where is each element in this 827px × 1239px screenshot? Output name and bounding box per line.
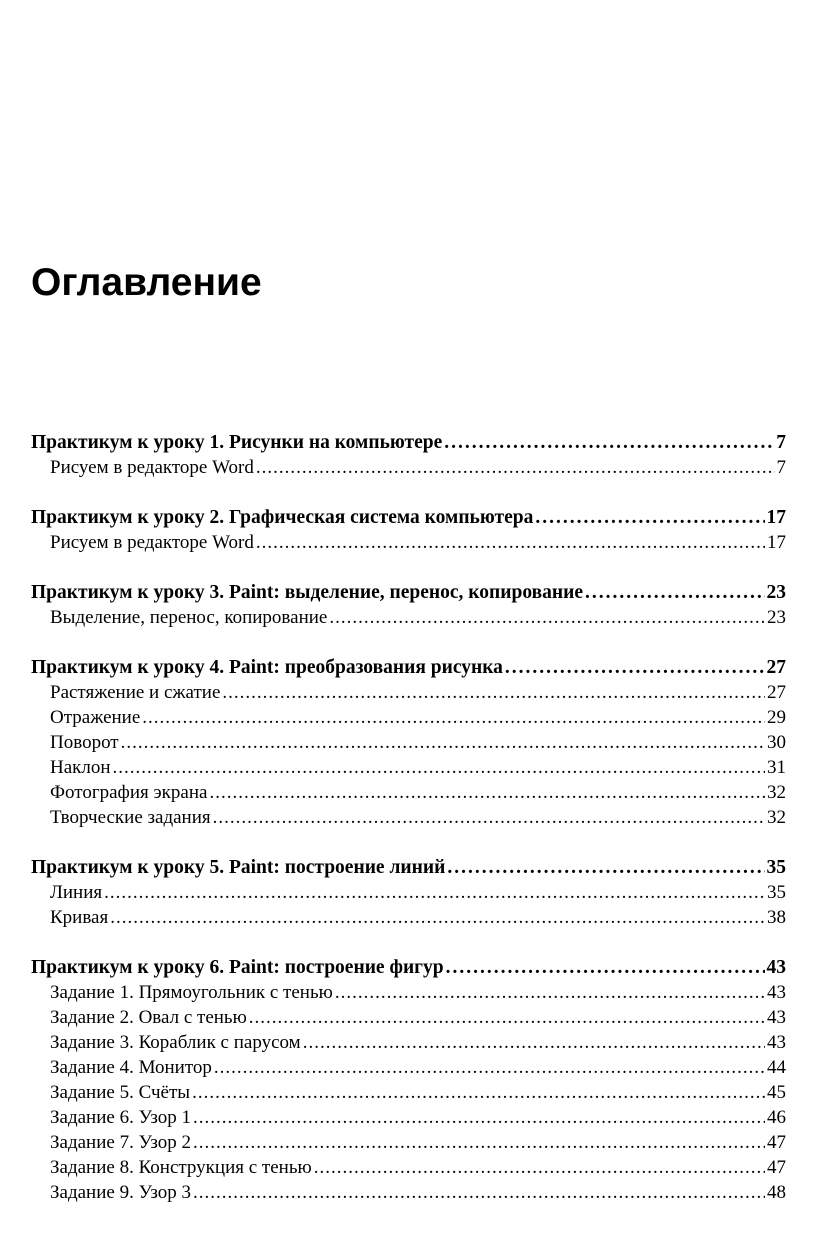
toc-subentry[interactable] xyxy=(31,805,786,830)
dot-leader xyxy=(535,505,764,530)
toc-chapter-title: Практикум к уроку 5. Paint: построение линий xyxy=(31,857,446,878)
toc-subentry-title: Задание 4. Монитор xyxy=(50,1057,212,1078)
toc-page-number: 29 xyxy=(767,707,786,728)
toc-subentry-title: Растяжение и сжатие xyxy=(50,682,221,703)
toc-page-number: 44 xyxy=(767,1057,786,1078)
dot-leader xyxy=(329,605,765,630)
toc-page-number: 43 xyxy=(767,1032,786,1053)
toc-chapter-entry[interactable] xyxy=(31,955,786,980)
toc-page-number: 17 xyxy=(766,507,786,528)
toc-subentry[interactable] xyxy=(31,605,786,630)
toc-page-number: 45 xyxy=(767,1082,786,1103)
toc-page-number: 43 xyxy=(767,1007,786,1028)
toc-subentry-title: Фотография экрана xyxy=(50,782,208,803)
toc-chapter-title: Практикум к уроку 2. Графическая система компьютера xyxy=(31,507,534,528)
toc-subentry-title: Рисуем в редакторе Word xyxy=(50,532,254,553)
dot-leader xyxy=(585,580,765,605)
toc-chapter-title: Практикум к уроку 4. Paint: преобразования рисунка xyxy=(31,657,503,678)
toc-page-number: 7 xyxy=(776,432,786,453)
toc-subentry[interactable] xyxy=(31,1080,786,1105)
toc-page-number: 43 xyxy=(767,982,786,1003)
toc-subentry-title: Выделение, перенос, копирование xyxy=(50,607,328,628)
toc-page-number: 23 xyxy=(767,607,786,628)
dot-leader xyxy=(446,955,765,980)
dot-leader xyxy=(256,530,765,555)
page-title: Оглавление xyxy=(31,261,262,304)
table-of-contents xyxy=(31,430,786,1230)
toc-subentry-title: Задание 3. Кораблик с парусом xyxy=(50,1032,301,1053)
toc-section xyxy=(31,955,786,1205)
toc-chapter-entry[interactable] xyxy=(31,855,786,880)
toc-page-number: 48 xyxy=(767,1182,786,1203)
toc-section xyxy=(31,655,786,830)
toc-subentry[interactable] xyxy=(31,730,786,755)
toc-chapter-entry[interactable] xyxy=(31,580,786,605)
toc-subentry-title: Отражение xyxy=(50,707,141,728)
dot-leader xyxy=(193,1130,765,1155)
toc-subentry[interactable] xyxy=(31,530,786,555)
dot-leader xyxy=(192,1080,765,1105)
toc-chapter-title: Практикум к уроку 1. Рисунки на компьютере xyxy=(31,432,443,453)
toc-page-number: 31 xyxy=(767,757,786,778)
toc-subentry[interactable] xyxy=(31,1180,786,1205)
dot-leader xyxy=(214,1055,765,1080)
dot-leader xyxy=(256,455,775,480)
toc-subentry-title: Задание 8. Конструкция с тенью xyxy=(50,1157,312,1178)
toc-subentry-title: Задание 5. Счёты xyxy=(50,1082,191,1103)
toc-subentry[interactable] xyxy=(31,1155,786,1180)
dot-leader xyxy=(303,1030,765,1055)
toc-section xyxy=(31,505,786,555)
toc-subentry[interactable] xyxy=(31,455,786,480)
toc-page-number: 27 xyxy=(766,657,786,678)
toc-subentry-title: Задание 7. Узор 2 xyxy=(50,1132,191,1153)
dot-leader xyxy=(249,1005,765,1030)
toc-subentry[interactable] xyxy=(31,680,786,705)
toc-subentry-title: Линия xyxy=(50,882,103,903)
dot-leader xyxy=(104,880,765,905)
dot-leader xyxy=(447,855,764,880)
toc-subentry-title: Задание 6. Узор 1 xyxy=(50,1107,191,1128)
toc-subentry-title: Творческие задания xyxy=(50,807,211,828)
toc-chapter-title: Практикум к уроку 6. Paint: построение фигур xyxy=(31,957,444,978)
toc-subentry-title: Рисуем в редакторе Word xyxy=(50,457,254,478)
toc-subentry[interactable] xyxy=(31,1005,786,1030)
dot-leader xyxy=(142,705,765,730)
toc-chapter-title: Практикум к уроку 3. Paint: выделение, перенос, копирование xyxy=(31,582,583,603)
dot-leader xyxy=(335,980,765,1005)
dot-leader xyxy=(113,755,765,780)
toc-page-number: 27 xyxy=(767,682,786,703)
toc-subentry[interactable] xyxy=(31,905,786,930)
toc-subentry[interactable] xyxy=(31,755,786,780)
dot-leader xyxy=(314,1155,765,1180)
toc-page-number: 7 xyxy=(776,457,786,478)
dot-leader xyxy=(222,680,765,705)
dot-leader xyxy=(193,1105,765,1130)
toc-page-number: 32 xyxy=(767,807,786,828)
toc-chapter-entry[interactable] xyxy=(31,505,786,530)
toc-page-number: 46 xyxy=(767,1107,786,1128)
toc-subentry-title: Кривая xyxy=(50,907,109,928)
toc-subentry[interactable] xyxy=(31,1105,786,1130)
dot-leader xyxy=(193,1180,765,1205)
toc-subentry[interactable] xyxy=(31,980,786,1005)
toc-subentry[interactable] xyxy=(31,1130,786,1155)
toc-page-number: 23 xyxy=(766,582,786,603)
toc-page-number: 35 xyxy=(766,857,786,878)
toc-section xyxy=(31,430,786,480)
toc-page-number: 47 xyxy=(767,1157,786,1178)
toc-section xyxy=(31,580,786,630)
toc-section xyxy=(31,855,786,930)
dot-leader xyxy=(110,905,765,930)
toc-subentry[interactable] xyxy=(31,705,786,730)
toc-subentry-title: Задание 1. Прямоугольник с тенью xyxy=(50,982,333,1003)
toc-subentry-title: Поворот xyxy=(50,732,119,753)
toc-subentry[interactable] xyxy=(31,1055,786,1080)
toc-page-number: 30 xyxy=(767,732,786,753)
dot-leader xyxy=(505,655,765,680)
toc-subentry-title: Наклон xyxy=(50,757,111,778)
dot-leader xyxy=(213,805,765,830)
toc-subentry[interactable] xyxy=(31,780,786,805)
toc-page-number: 47 xyxy=(767,1132,786,1153)
toc-page-number: 32 xyxy=(767,782,786,803)
toc-page-number: 35 xyxy=(767,882,786,903)
dot-leader xyxy=(121,730,765,755)
toc-subentry[interactable] xyxy=(31,1030,786,1055)
dot-leader xyxy=(444,430,774,455)
toc-subentry[interactable] xyxy=(31,880,786,905)
toc-page-number: 17 xyxy=(767,532,786,553)
toc-subentry-title: Задание 9. Узор 3 xyxy=(50,1182,191,1203)
toc-page-number: 43 xyxy=(766,957,786,978)
toc-page-number: 38 xyxy=(767,907,786,928)
toc-chapter-entry[interactable] xyxy=(31,655,786,680)
dot-leader xyxy=(209,780,765,805)
toc-subentry-title: Задание 2. Овал с тенью xyxy=(50,1007,247,1028)
toc-chapter-entry[interactable] xyxy=(31,430,786,455)
